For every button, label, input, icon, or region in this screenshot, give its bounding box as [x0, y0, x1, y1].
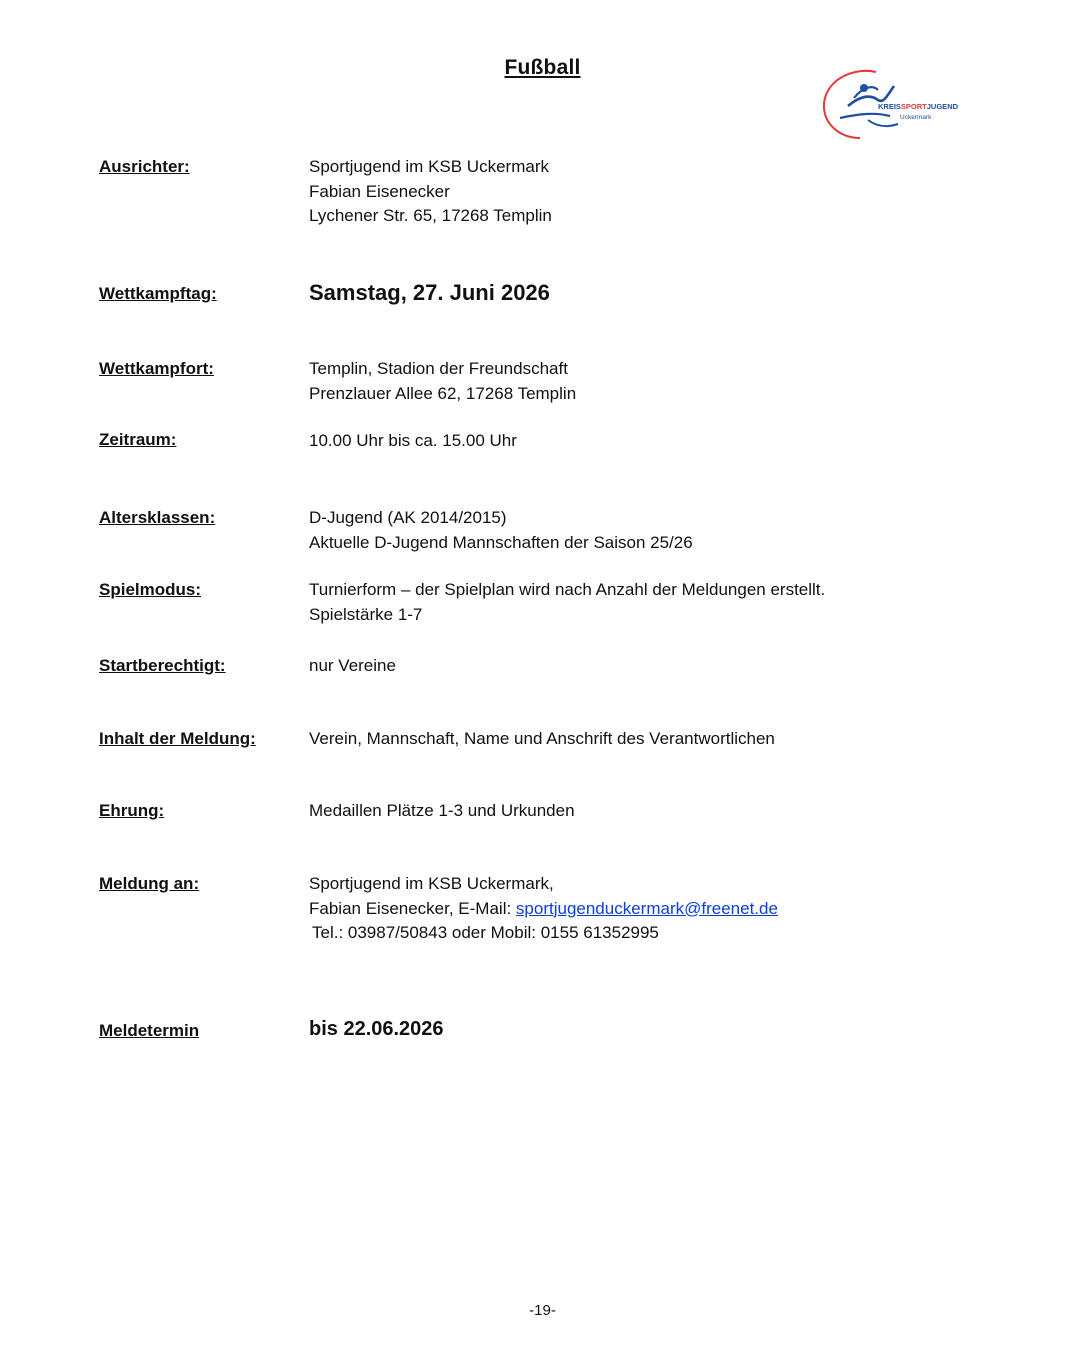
- email-link[interactable]: sportjugenduckermark@freenet.de: [515, 898, 778, 918]
- label-spielmodus: Spielmodus:: [99, 580, 202, 599]
- label-inhalt-der-meldung: Inhalt der Meldung:: [99, 729, 256, 748]
- page-title: Fußball: [504, 56, 581, 79]
- value-ehrung: Medaillen Plätze 1-3 und Urkunden: [309, 801, 575, 820]
- kreissportjugend-logo: [818, 64, 964, 142]
- meldung-line-2: [309, 897, 778, 922]
- spielmodus-line-1: Turnierform – der Spielplan wird nach Anzahl der Meldungen erstellt.: [309, 580, 826, 599]
- ausrichter-line-1: Sportjugend im KSB Uckermark: [309, 157, 549, 176]
- ausrichter-line-3: Lychener Str. 65, 17268 Templin: [309, 206, 552, 225]
- label-ausrichter: Ausrichter:: [99, 157, 190, 176]
- value-altersklassen: [309, 506, 693, 555]
- meldung-line-3: Tel.: 03987/50843 oder Mobil: 0155 61352995: [312, 923, 659, 942]
- value-zeitraum: 10.00 Uhr bis ca. 15.00 Uhr: [309, 431, 517, 450]
- label-wettkampfort: Wettkampfort:: [99, 359, 214, 378]
- wettkampfort-line-1: Templin, Stadion der Freundschaft: [309, 359, 568, 378]
- value-spielmodus: [309, 578, 825, 627]
- svg-text:KREISSPORTJUGEND: KREISSPORTJUGEND: [878, 102, 959, 111]
- svg-text:Uckermark: Uckermark: [900, 114, 932, 121]
- value-wettkampfort: [309, 357, 576, 406]
- spielmodus-line-2: Spielstärke 1-7: [309, 604, 423, 624]
- meldung-line-1: Sportjugend im KSB Uckermark,: [309, 874, 554, 893]
- meldung-email-prefix: Fabian Eisenecker, E-Mail:: [309, 898, 516, 918]
- altersklassen-line-1: D-Jugend (AK 2014/2015): [309, 508, 507, 527]
- label-meldung-an: Meldung an:: [99, 874, 200, 893]
- value-startberechtigt: nur Vereine: [309, 656, 396, 675]
- label-meldetermin: Meldetermin: [99, 1021, 200, 1040]
- ausrichter-line-2: Fabian Eisenecker: [309, 181, 450, 201]
- label-wettkampftag: Wettkampftag:: [99, 284, 217, 303]
- value-ausrichter: [309, 155, 552, 229]
- label-startberechtigt: Startberechtigt:: [99, 656, 226, 675]
- label-zeitraum: Zeitraum:: [99, 430, 177, 449]
- value-meldung-an: [309, 872, 778, 946]
- page-number: -19-: [529, 1302, 556, 1319]
- altersklassen-line-2: Aktuelle D-Jugend Mannschaften der Saison 25/26: [309, 532, 693, 552]
- wettkampfort-line-2: Prenzlauer Allee 62, 17268 Templin: [309, 383, 577, 403]
- value-meldetermin: bis 22.06.2026: [309, 1018, 444, 1040]
- value-wettkampftag: Samstag, 27. Juni 2026: [309, 280, 550, 305]
- label-ehrung: Ehrung:: [99, 801, 165, 820]
- value-inhalt-der-meldung: Verein, Mannschaft, Name und Anschrift des Verantwortlichen: [309, 729, 775, 748]
- label-altersklassen: Altersklassen:: [99, 508, 216, 527]
